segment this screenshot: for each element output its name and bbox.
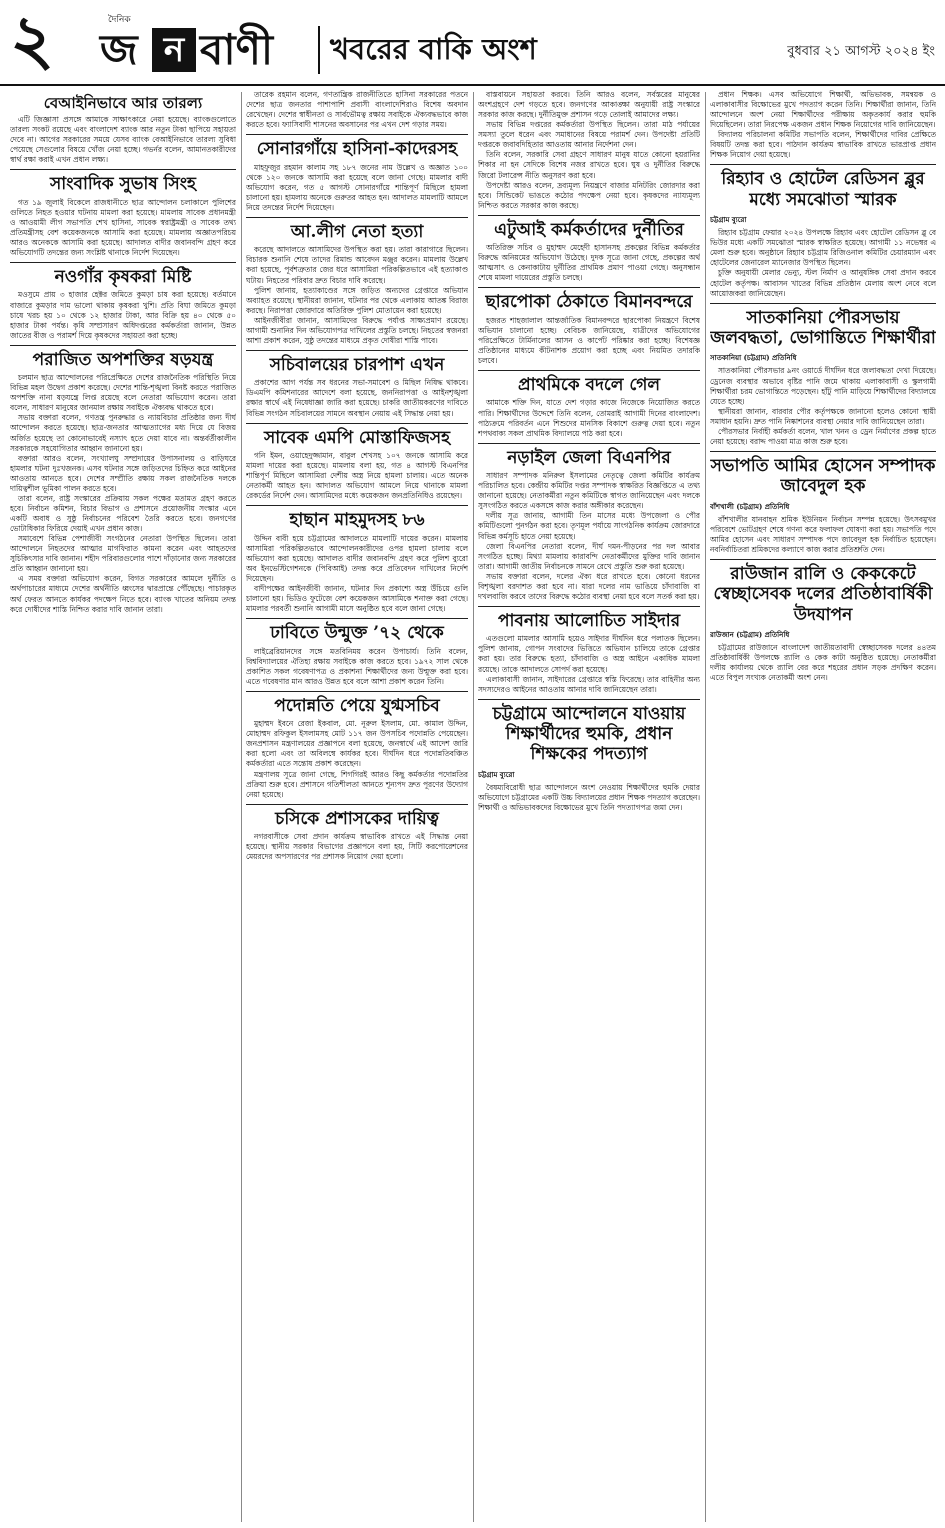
- article-body: [478, 783, 700, 813]
- article-headline: রিহ্যাব ও হোটেল রেডিসন ব্লুর মধ্যে সমঝোতা স্মারক: [710, 164, 936, 213]
- article-byline: চট্টগ্রাম ব্যুরো: [710, 215, 747, 225]
- article: [246, 90, 468, 130]
- article-body: [710, 515, 936, 555]
- article-paragraph: মুহাম্মদ ইবনে রেজা ইকবাল, মো. নূরুল ইসলাম, মো. কামাল উদ্দিন, মোহাম্মদ রফিকুল ইসলামসহ মোট ১১৭ জন উপসচিব পদোন্নতি পেয়েছেন। জনপ্রশাসন মন্ত্রণালয়ের প্রজ্ঞাপনে বলা হয়েছে, জনস্বার্থে এই আদেশ জারি করা হলো এবং তা অবিলম্বে কার্যকর হবে। দীর্ঘদিন ধরে পদোন্নতিবঞ্চিত কর্মকর্তারা এতে সন্তোষ প্রকাশ করেছেন।: [246, 719, 468, 769]
- article-headline: সচিবালয়ের চারপাশ এখন: [246, 350, 468, 378]
- article: [478, 287, 700, 366]
- article-byline: বাঁশখালী (চট্টগ্রাম) প্রতিনিধি: [710, 501, 790, 511]
- article-paragraph: বিদ্যালয় পরিচালনা কমিটির সভাপতি বলেন, শিক্ষার্থীদের দাবির প্রেক্ষিতে বিষয়টি তদন্ত করা হবে। পাঠদান কার্যক্রম স্বাভাবিক রাখতে ভারপ্রাপ্ত প্রধান শিক্ষক নিয়োগ দেয়া হয়েছে।: [710, 130, 936, 160]
- article-paragraph: হজরত শাহজালাল আন্তর্জাতিক বিমানবন্দরে ছারপোকা নিয়ন্ত্রণে বিশেষ অভিযান চালানো হচ্ছে। বেবিচক জানিয়েছে, যাত্রীদের অভিযোগের পরিপ্রেক্ষিতে টার্মিনালের আসন ও কার্পেট পরিষ্কার করা হচ্ছে। বিশেষজ্ঞ প্রতিষ্ঠানের মাধ্যমে কীটনাশক প্রয়োগ করা হচ্ছে এবং নিয়মিত তদারকি চলবে।: [478, 315, 700, 366]
- article: [246, 505, 468, 614]
- article-paragraph: সাধারণ সম্পাদক মনিরুল ইসলামের নেতৃত্বে জেলা কমিটির কার্যক্রম পরিচালিত হবে। কেন্দ্রীয় কমিটির দপ্তর সম্পাদক স্বাক্ষরিত বিজ্ঞপ্তিতে এ তথ্য জানানো হয়েছে। নেতাকর্মীরা নতুন কমিটিকে স্বাগত জানিয়েছেন এবং দলকে সুসংগঠিত করতে একসঙ্গে কাজ করার অঙ্গীকার করেছেন।: [478, 471, 700, 511]
- article-paragraph: করেছে আদালতে আসামিদের উপস্থিত করা হয়। তারা কারাগারে ছিলেন। বিচারক শুনানি শেষে তাদের রিমান্ড আবেদন মঞ্জুর করেন। মামলায় উল্লেখ করা হয়েছে, পূর্বশত্রুতার জের ধরে আসামিরা পরিকল্পিতভাবে এই হত্যাকাণ্ড ঘটায়। নিহতের পরিবার দ্রুত বিচার দাবি করেছে।: [246, 245, 468, 285]
- article-paragraph: পৌরসভার নির্বাহী কর্মকর্তা বলেন, খাল খনন ও ড্রেন নির্মাণের প্রকল্প হাতে নেয়া হয়েছে। বরাদ্দ পাওয়া মাত্র কাজ শুরু হবে।: [710, 426, 936, 446]
- article-body: [246, 832, 468, 862]
- article-body: [710, 643, 936, 683]
- article-paragraph: জেলা বিএনপির নেতারা বলেন, দীর্ঘ দমন-পীড়নের পর দল আবার সংগঠিত হচ্ছে। মিথ্যা মামলায় কারাবন্দি নেতাকর্মীদের মুক্তির দাবি জানান তারা। আগামী জাতীয় নির্বাচনকে সামনে রেখে প্রস্তুতি শুরু করা হয়েছে।: [478, 541, 700, 571]
- article-headline: নড়াইল জেলা বিএনপির: [478, 443, 700, 471]
- publication-date: বুধবার ২১ আগস্ট ২০২৪ ইং: [787, 44, 935, 59]
- article: [478, 90, 700, 211]
- article-paragraph: তারা বলেন, রাষ্ট্র সংস্কারের প্রক্রিয়ায় সকল পক্ষের মতামত গ্রহণ করতে হবে। নির্বাচন কমিশন, বিচার বিভাগ ও প্রশাসনে প্রয়োজনীয় সংস্কার এনে একটি অবাধ ও সুষ্ঠু নির্বাচনের পরিবেশ তৈরি করতে হবে। জনগণের ভোটাধিকার ফিরিয়ে দেয়াই এখন প্রধান কাজ।: [10, 493, 236, 534]
- article-body: [246, 719, 468, 800]
- article-headline: সভাপতি আমির হোসেন সম্পাদক জাবেদুল হক: [710, 451, 936, 500]
- article-paragraph: স্থানীয়রা জানান, বারবার পৌর কর্তৃপক্ষকে জানানো হলেও কোনো স্থায়ী সমাধান হয়নি। দ্রুত পানি নিষ্কাশনের ব্যবস্থা নেয়ার দাবি জানিয়েছেন তারা।: [710, 406, 936, 426]
- article: [246, 618, 468, 687]
- logo-part2: ন: [152, 28, 196, 72]
- article-body: [478, 243, 700, 283]
- article-paragraph: লাইব্রেরিয়ানদের সঙ্গে মতবিনিময় করেন উপাচার্য। তিনি বলেন, বিশ্ববিদ্যালয়ের ঐতিহ্য রক্ষায় সবাইকে কাজ করতে হবে। ১৯৭২ সাল থেকে প্রকাশিত সকল গবেষণাপত্র ও প্রকাশনা শিক্ষার্থীদের জন্য উন্মুক্ত করা হবে। এতে গবেষণার মান আরও উন্নত হবে বলে আশা প্রকাশ করেন তিনি।: [246, 646, 468, 686]
- article: [478, 370, 700, 439]
- logo-part3: বাণী: [200, 25, 273, 74]
- article: [710, 559, 936, 683]
- article-body: [478, 471, 700, 602]
- article-paragraph: বাদীপক্ষের আইনজীবী জানান, ঘটনার দিন প্রকাশ্যে অস্ত্র উঁচিয়ে গুলি চালানো হয়। ভিডিও ফুটেজে বেশ কয়েকজন আসামিকে শনাক্ত করা গেছে। মামলার পরবর্তী শুনানি আগামী মাসে অনুষ্ঠিত হবে বলে জানা গেছে।: [246, 584, 468, 614]
- logo-part1: জ: [100, 25, 138, 74]
- article: [246, 804, 468, 863]
- article-paragraph: নগরবাসীকে সেবা প্রদান কার্যক্রম স্বাভাবিক রাখতে এই সিদ্ধান্ত নেয়া হয়েছে। স্থানীয় সরকার বিভাগের প্রজ্ঞাপনে বলা হয়, সিটি করপোরেশনের মেয়রদের অপসারণের পর প্রশাসক নিয়োগ দেয়া হলো।: [246, 832, 468, 862]
- article-headline: নওগাঁর কৃষকরা মিষ্টি: [10, 262, 236, 290]
- article-body: [246, 451, 468, 501]
- article: [710, 90, 936, 160]
- article-paragraph: মন্ত্রণালয় সূত্রে জানা গেছে, শিগগিরই আরও কিছু কর্মকর্তার পদোন্নতির প্রক্রিয়া শুরু হবে। প্রশাসনে গতিশীলতা আনতে শূন্যপদ দ্রুত পূরণের উদ্যোগ নেয়া হয়েছে।: [246, 769, 468, 799]
- article: [710, 451, 936, 555]
- article-body: [478, 90, 700, 211]
- article: [246, 423, 468, 502]
- article-body: [710, 90, 936, 160]
- article: [246, 134, 468, 213]
- article-paragraph: পুলিশ জানায়, হত্যাকাণ্ডের সঙ্গে জড়িত অন্যদের গ্রেপ্তারে অভিযান অব্যাহত রয়েছে। স্থানীয়রা জানান, ঘটনার পর থেকে এলাকায় আতঙ্ক বিরাজ করছে। নিরাপত্তা জোরদারে অতিরিক্ত পুলিশ মোতায়েন করা হয়েছে।: [246, 285, 468, 315]
- article-headline: সাতকানিয়া পৌরসভায় জলবদ্ধতা, ভোগান্তিতে শিক্ষার্থীরা: [710, 303, 936, 352]
- masthead-divider: [318, 26, 320, 74]
- column-4: [710, 90, 936, 1522]
- article-paragraph: প্রধান শিক্ষক। এসব অভিযোগে শিক্ষার্থী, অভিভাবক, সমন্বয়ক ও এলাকাবাসীর বিক্ষোভের মুখে পদত্যাগ করেন তিনি। শিক্ষার্থীরা জানান, তিনি আন্দোলনে অংশ নেয়া শিক্ষার্থীদের পরীক্ষায় অকৃতকার্য করার হুমকি দিয়েছিলেন। তারা নিরপেক্ষ একজন প্রধান শিক্ষক নিয়োগের দাবি জানিয়েছেন।: [710, 90, 936, 130]
- article: [246, 217, 468, 346]
- article-headline: সাংবাদিক সুভাষ সিংহ: [10, 169, 236, 197]
- article-body: [246, 378, 468, 418]
- section-title: খবরের বাকি অংশ: [330, 32, 537, 66]
- article: [10, 90, 236, 165]
- article-headline: আ.লীগ নেতা হত্যা: [246, 217, 468, 245]
- article: [10, 345, 236, 615]
- article-headline: এটুআই কর্মকর্তাদের দুর্নীতির: [478, 215, 700, 243]
- article-headline: চসিকে প্রশাসকের দায়িত্ব: [246, 804, 468, 832]
- article-paragraph: চুক্তি অনুযায়ী মেলার ভেন্যু, স্টল নির্মাণ ও আনুষঙ্গিক সেবা প্রদান করবে হোটেল কর্তৃপক্ষ। আবাসন খাতের বিভিন্ন প্রতিষ্ঠান মেলায় অংশ নেবে বলে আয়োজকরা জানিয়েছেন।: [710, 268, 936, 298]
- article-paragraph: বৈষম্যবিরোধী ছাত্র আন্দোলনে অংশ নেওয়ায় শিক্ষার্থীদের হুমকি দেয়ার অভিযোগে চট্টগ্রামের একটি উচ্চ বিদ্যালয়ের প্রধান শিক্ষক পদত্যাগ করেছেন। শিক্ষার্থী ও অভিভাবকদের বিক্ষোভের মুখে তিনি পদত্যাগপত্র জমা দেন।: [478, 782, 700, 812]
- masthead: [0, 0, 945, 86]
- article-paragraph: সভায় বক্তারা বলেন, দলের ঐক্য ধরে রাখতে হবে। কোনো ধরনের বিশৃঙ্খলা বরদাশত করা হবে না। যারা দলের নাম ভাঙিয়ে চাঁদাবাজি বা দখলবাজি করবে তাদের বিরুদ্ধে কঠোর ব্যবস্থা নেয়া হবে বলে সতর্ক করা হয়।: [478, 571, 700, 601]
- article-body: [478, 634, 700, 694]
- article-paragraph: গত ১৯ জুলাই বিকেলে রাজধানীতে ছাত্র আন্দোলন চলাকালে পুলিশের গুলিতে নিহত হওয়ার ঘটনায় মামলা করা হয়েছে। মামলায় সাবেক প্রধানমন্ত্রী ও আওয়ামী লীগ সভাপতি শেখ হাসিনা, সাবেক স্বরাষ্ট্রমন্ত্রী ও সাবেক তথ্য প্রতিমন্ত্রীসহ বেশ কয়েকজনকে আসামি করা হয়েছে। মামলায় অজ্ঞাতপরিচয় আরও অনেককে আসামি করা হয়েছে। আদালত বাদীর জবানবন্দি গ্রহণ করে অভিযোগটি তদন্তের জন্য সংশ্লিষ্ট থানাকে নির্দেশ দিয়েছেন।: [10, 197, 236, 258]
- column-divider: [705, 92, 706, 1522]
- column-divider: [241, 92, 242, 1522]
- article-headline: পরাজিত অপশক্তির ষড়যন্ত্র: [10, 345, 236, 373]
- article-body: [246, 534, 468, 615]
- article-byline: সাতকানিয়া (চট্টগ্রাম) প্রতিনিধি: [710, 353, 797, 363]
- article-body: [246, 647, 468, 687]
- newspaper-logo: [100, 22, 310, 78]
- article-body: [710, 228, 936, 298]
- article-headline: ছারপোকা ঠেকাতে বিমানবন্দরে: [478, 287, 700, 315]
- article-headline: সাবেক এমপি মোস্তাফিজসহ: [246, 423, 468, 451]
- article-paragraph: মওসুমে প্রায় ৩ হাজার হেক্টর জমিতে কুমড়া চাষ করা হয়েছে। বর্তমানে বাজারে কুমড়ার দাম ভালো থাকায় কৃষকরা খুশি। প্রতি বিঘা জমিতে কুমড়া চাষে খরচ হয় ১০ থেকে ১২ হাজার টাকা, আর বিক্রি হয় ৪০ থেকে ৫০ হাজার টাকা পর্যন্ত। কৃষি সম্প্রসারণ অধিদপ্তরের কর্মকর্তারা জানান, উন্নত জাতের বীজ ও পরামর্শ দিয়ে কৃষকদের সহায়তা করা হচ্ছে।: [10, 290, 236, 340]
- article-body: [10, 373, 236, 615]
- column-divider: [473, 92, 474, 1522]
- article-paragraph: বাস্তবায়নে সহায়তা করবে। তিনি আরও বলেন, সর্বস্তরের মানুষের অংশগ্রহণে দেশ গড়তে হবে। জনগণের আকাঙ্ক্ষা অনুযায়ী রাষ্ট্র সংস্কারে সরকার কাজ করছে। দুর্নীতিমুক্ত প্রশাসন গড়ে তোলাই আমাদের লক্ষ্য।: [478, 90, 700, 120]
- article-paragraph: তিনি বলেন, সরকারি সেবা গ্রহণে সাধারণ মানুষ যাতে কোনো হয়রানির শিকার না হন সেদিকে বিশেষ নজর রাখতে হবে। ঘুষ ও দুর্নীতির বিরুদ্ধে জিরো টলারেন্স নীতি অনুসরণ করা হবে।: [478, 150, 700, 180]
- article-headline: সোনারগাঁয়ে হাসিনা-কাদেরসহ: [246, 134, 468, 162]
- article-paragraph: সভায় বিভিন্ন দপ্তরের কর্মকর্তারা উপস্থিত ছিলেন। তারা মাঠ পর্যায়ের সমস্যা তুলে ধরেন এবং সমাধানের বিষয়ে পরামর্শ দেন। উপদেষ্টা প্রতিটি দপ্তরকে জবাবদিহিতার আওতায় আনার নির্দেশনা দেন।: [478, 120, 700, 150]
- article-headline: চট্টগ্রামে আন্দোলনে যাওয়ায় শিক্ষার্থীদের হুমকি, প্রধান শিক্ষকের পদত্যাগ: [478, 699, 700, 768]
- article-paragraph: চট্টগ্রামের রাউজানে বাংলাদেশ জাতীয়তাবাদী স্বেচ্ছাসেবক দলের ৪৪তম প্রতিষ্ঠাবার্ষিকী উপলক্ষে র‍্যালি ও কেক কাটা অনুষ্ঠিত হয়েছে। নেতাকর্মীরা দলীয় কার্যালয় থেকে র‍্যালি বের করে শহরের প্রধান সড়ক প্রদক্ষিণ করেন। এতে বিপুল সংখ্যক নেতাকর্মী অংশ নেন।: [710, 643, 936, 683]
- article-paragraph: প্রকাশের আগ পর্যন্ত সব ধরনের সভা-সমাবেশ ও মিছিল নিষিদ্ধ থাকবে। ডিএমপি কমিশনারের আদেশে বলা হয়েছে, জননিরাপত্তা ও আইনশৃঙ্খলা রক্ষার স্বার্থে এই নিষেধাজ্ঞা জারি করা হয়েছে। চাকরি জাতীয়করণের দাবিতে বিভিন্ন সংগঠন সচিবালয়ের সামনে অবস্থান নেয়ায় এই সিদ্ধান্ত নেয়া হয়।: [246, 378, 468, 418]
- article-paragraph: সাতকানিয়া পৌরসভার ৯নং ওয়ার্ডে দীর্ঘদিন ধরে জলাবদ্ধতা দেখা দিয়েছে। ড্রেনেজ ব্যবস্থার অভাবে বৃষ্টির পানি জমে থাকায় এলাকাবাসী ও স্কুলগামী শিক্ষার্থীরা চরম ভোগান্তিতে পড়েছেন। হাঁটু পানি মাড়িয়ে শিক্ষার্থীদের বিদ্যালয়ে যেতে হচ্ছে।: [710, 366, 936, 406]
- article-paragraph: দলীয় সূত্র জানায়, আগামী তিন মাসের মধ্যে উপজেলা ও পৌর কমিটিগুলো পুনর্গঠন করা হবে। তৃণমূল পর্যায়ে সাংগঠনিক কার্যক্রম জোরদারে বিভিন্ন কর্মসূচি হাতে নেয়া হয়েছে।: [478, 511, 700, 541]
- article-paragraph: এ সময় বক্তারা অভিযোগ করেন, বিগত সরকারের আমলে দুর্নীতি ও অর্থপাচারের মাধ্যমে দেশের অর্থনীতি ধ্বংসের দ্বারপ্রান্তে পৌঁছেছে। পাচারকৃত অর্থ ফেরত আনতে কার্যকর পদক্ষেপ নিতে হবে। ব্যাংক খাতের অনিয়ম তদন্ত করে দোষীদের শাস্তি নিশ্চিত করার দাবি জানান তারা।: [10, 574, 236, 614]
- article-paragraph: উদ্দিন বাবী হয়ে চট্টগ্রামের আদালতে মামলাটি দায়ের করেন। মামলায় আসামিরা পরিকল্পিতভাবে আন্দোলনকারীদের ওপর হামলা চালায় বলে অভিযোগ করা হয়েছে। আদালত বাদীর জবানবন্দি গ্রহণ করে পুলিশ ব্যুরো অব ইনভেস্টিগেশনকে (পিবিআই) তদন্ত করে প্রতিবেদন দাখিলের নির্দেশ দিয়েছেন।: [246, 533, 468, 583]
- article-byline: রাউজান (চট্টগ্রাম) প্রতিনিধি: [710, 630, 790, 640]
- article-body: [246, 163, 468, 213]
- article-paragraph: বাঁশখালীর যানবাহন শ্রমিক ইউনিয়ন নির্বাচন সম্পন্ন হয়েছে। উৎসবমুখর পরিবেশে ভোটগ্রহণ শেষে গণনা করে ফলাফল ঘোষণা করা হয়। সভাপতি পদে আমির হোসেন এবং সাধারণ সম্পাদক পদে জাবেদুল হক নির্বাচিত হয়েছেন। নবনির্বাচিতরা শ্রমিকদের কল্যাণে কাজ করার প্রতিশ্রুতি দেন।: [710, 514, 936, 554]
- article-paragraph: সমাবেশে বিভিন্ন পেশাজীবী সংগঠনের নেতারা উপস্থিত ছিলেন। তারা আন্দোলনে নিহতদের আত্মার মাগফিরাত কামনা করেন এবং আহতদের সুচিকিৎসার দাবি জানান। শহীদ পরিবারগুলোর পাশে দাঁড়ানোর জন্য সরকারের প্রতি আহ্বান জানানো হয়।: [10, 534, 236, 574]
- article-headline: হাছান মাহমুদসহ ৮৬: [246, 505, 468, 533]
- article-paragraph: এতগুলো মামলার আসামি হয়েও সাইদার দীর্ঘদিন ধরে পলাতক ছিলেন। পুলিশ জানায়, গোপন সংবাদের ভিত্তিতে অভিযান চালিয়ে তাকে গ্রেপ্তার করা হয়। তার বিরুদ্ধে হত্যা, চাঁদাবাজি ও অস্ত্র আইনে একাধিক মামলা রয়েছে। তাকে আদালতে সোপর্দ করা হয়েছে।: [478, 634, 700, 674]
- article-headline: প্রাথমিকে বদলে গেল: [478, 370, 700, 398]
- article: [246, 350, 468, 419]
- article-body: [246, 245, 468, 346]
- article-headline: পাবনায় আলোচিত সাইদার: [478, 606, 700, 634]
- article-paragraph: আইনজীবীরা জানান, আসামিদের বিরুদ্ধে পর্যাপ্ত সাক্ষ্যপ্রমাণ রয়েছে। আগামী শুনানির দিন অভিযোগপত্র দাখিলের প্রস্তুতি চলছে। নিহতের স্বজনরা আশা প্রকাশ করেন, সুষ্ঠু তদন্তের মাধ্যমে প্রকৃত দোষীরা শাস্তি পাবে।: [246, 315, 468, 345]
- article: [478, 699, 700, 813]
- article-headline: রাউজান রালি ও কেককেটে স্বেচ্ছাসেবক দলের প্রতিষ্ঠাবার্ষিকী উদযাপন: [710, 559, 936, 628]
- article: [246, 691, 468, 800]
- article-body: [10, 115, 236, 165]
- article-paragraph: গনি ইমন, ওয়াহেদুজ্জামান, বাবুল শেখসহ ১০৭ জনকে আসামি করে মামলা দায়ের করা হয়েছে। মামলায় বলা হয়, গত ৪ আগস্ট বিএনপির শান্তিপূর্ণ মিছিলে আসামিরা দেশীয় অস্ত্র নিয়ে হামলা চালায়। এতে অনেক নেতাকর্মী আহত হন। আদালত অভিযোগ আমলে নিয়ে থানাকে মামলা রেকর্ডের নির্দেশ দেন। আসামিদের মধ্যে কয়েকজন জনপ্রতিনিধিও রয়েছেন।: [246, 451, 468, 501]
- article: [478, 215, 700, 284]
- column-3: [478, 90, 700, 1522]
- article-body: [478, 316, 700, 366]
- article-headline: বেআইনিভাবে আর তারল্য: [43, 94, 203, 112]
- article-paragraph: এটি জিজ্ঞাসা প্রসঙ্গে আমাকে সাক্ষাৎকারে নেয়া হয়েছে। ব্যাংকগুলোতে তারল্য সংকট রয়েছে এবং বাংলাদেশ ব্যাংক আর নতুন টাকা ছাপিয়ে সহায়তা দেবে না। আগের সরকারের সময়ে যেসব ব্যাংক বেআইনিভাবে তারল্য সুবিধা পেয়েছে সেগুলোর বিষয়ে খোঁজ নেয়া হচ্ছে। গভর্নর বলেন, আমানতকারীদের স্বার্থ রক্ষা করাই এখন প্রধান লক্ষ্য।: [10, 115, 236, 165]
- page-number: ২: [10, 0, 55, 80]
- article-paragraph: চলমান ছাত্র আন্দোলনের পরিপ্রেক্ষিতে দেশের রাজনৈতিক পরিস্থিতি নিয়ে বিভিন্ন মহল উদ্বেগ প্রকাশ করেছে। দেশের শান্তি-শৃঙ্খলা বিনষ্ট করতে পরাজিত অপশক্তি নানা ষড়যন্ত্রে লিপ্ত রয়েছে বলে নেতারা অভিযোগ করেন। তারা বলেন, সাধারণ মানুষের জানমাল রক্ষায় সবাইকে ঐক্যবদ্ধ থাকতে হবে।: [10, 373, 236, 413]
- article-body: [10, 290, 236, 340]
- article-paragraph: মাহফুজুর রহমান কালাম সহ ১৮৭ জনের নাম উল্লেখ ও অজ্ঞাত ১০০ থেকে ১২০ জনকে আসামি করা হয়েছে বলে জানা গেছে। মামলার বাদী অভিযোগ করেন, গত ৫ আগস্ট সোনারগাঁয়ে শান্তিপূর্ণ মিছিলে হামলা চালানো হয়। হামলায় অনেকে গুরুতর আহত হন। আদালত মামলাটি আমলে নিয়ে তদন্তের নির্দেশ দিয়েছেন।: [246, 162, 468, 212]
- article-paragraph: তারেক রহমান বলেন, গণতান্ত্রিক রাজনীতিতে হাসিনা সরকারের পতনে দেশের ছাত্র জনতার পাশাপাশি প্রবাসী বাংলাদেশিরাও বিশেষ অবদান রেখেছেন। দেশের স্বাধীনতা ও সার্বভৌমত্ব রক্ষায় সবাইকে ঐক্যবদ্ধভাবে কাজ করতে হবে। ফ্যাসিবাদী শাসনের অবসানের পর এখন দেশ গড়ার সময়।: [246, 90, 468, 130]
- article: [710, 303, 936, 447]
- column-1: [10, 90, 236, 1522]
- article-headline: পদোন্নতি পেয়ে যুগ্মসচিব: [246, 691, 468, 719]
- article-paragraph: এলাকাবাসী জানান, সাইদারের গ্রেপ্তারে স্বস্তি ফিরেছে। তার বাহিনীর অন্য সদস্যদেরও আইনের আওতায় আনার দাবি জানিয়েছেন তারা।: [478, 674, 700, 694]
- article-paragraph: সভায় বক্তারা বলেন, গণতন্ত্র পুনরুদ্ধার ও ন্যায়বিচার প্রতিষ্ঠার জন্য দীর্ঘ আন্দোলন করতে হয়েছে। ছাত্র-জনতার আত্মত্যাগের মধ্য দিয়ে যে বিজয় অর্জিত হয়েছে তা কোনোভাবেই নস্যাৎ হতে দেয়া যাবে না। অন্তর্বর্তীকালীন সরকারকে সহযোগিতার আহ্বান জানানো হয়।: [10, 413, 236, 453]
- article-body: [10, 198, 236, 258]
- article-byline: চট্টগ্রাম ব্যুরো: [478, 769, 515, 779]
- article: [478, 443, 700, 602]
- article-paragraph: বক্তারা আরও বলেন, সংখ্যালঘু সম্প্রদায়ের উপাসনালয় ও বাড়িঘরে হামলার ঘটনা দুঃখজনক। এসব ঘটনার সঙ্গে জড়িতদের চিহ্নিত করে আইনের আওতায় আনতে হবে। দেশের সম্প্রীতি রক্ষায় সকল রাজনৈতিক দলকে দায়িত্বশীল ভূমিকা পালন করতে হবে।: [10, 453, 236, 493]
- article: [10, 169, 236, 258]
- article-body: [246, 90, 468, 130]
- article-paragraph: অতিরিক্ত সচিব ও মুহাম্মদ মেহেদী হাসানসহ প্রকল্পের বিভিন্ন কর্মকর্তার বিরুদ্ধে অনিয়মের অভিযোগ উঠেছে। দুদক সূত্রে জানা গেছে, প্রকল্পের অর্থ আত্মসাৎ ও কেনাকাটায় দুর্নীতির প্রাথমিক প্রমাণ পাওয়া গেছে। অনুসন্ধান শেষে মামলা দায়েরের প্রস্তুতি চলছে।: [478, 243, 700, 283]
- article-paragraph: আমাকে শক্তি দিন, যাতে দেশ গড়ার কাজে নিজেকে নিয়োজিত করতে পারি। শিক্ষার্থীদের উদ্দেশে তিনি বলেন, তোমরাই আগামী দিনের বাংলাদেশ। পাঠ্যক্রমে পরিবর্তন এনে শিশুদের মানসিক বিকাশে গুরুত্ব দেয়া হবে। নতুন শপথবাক্য সকল প্রাথমিক বিদ্যালয়ে পাঠ করা হবে।: [478, 398, 700, 438]
- article-paragraph: রিহ্যাব চট্টগ্রাম ফেয়ার ২০২৪ উপলক্ষে রিহ্যাব এবং হোটেল রেডিসন ব্লু বে ভিউর মধ্যে একটি সমঝোতা স্মারক স্বাক্ষরিত হয়েছে। আগামী ১১ নভেম্বর এ মেলা শুরু হবে। অনুষ্ঠানে রিহ্যাব চট্টগ্রাম রিজিওনাল কমিটির চেয়ারম্যান এবং হোটেলের জেনারেল ম্যানেজার উপস্থিত ছিলেন।: [710, 228, 936, 268]
- article-body: [478, 398, 700, 438]
- column-2: [246, 90, 468, 1522]
- article-paragraph: উপদেষ্টা আরও বলেন, দ্রব্যমূল্য নিয়ন্ত্রণে বাজার মনিটরিং জোরদার করা হবে। সিন্ডিকেট ভাঙতে কঠোর পদক্ষেপ নেয়া হবে। কৃষকদের ন্যায্যমূল্য নিশ্চিত করতে সরকার কাজ করছে।: [478, 180, 700, 210]
- article: [10, 262, 236, 341]
- article: [478, 606, 700, 695]
- article-body: [710, 366, 936, 447]
- article: [710, 164, 936, 298]
- daily-label: দৈনিক: [108, 15, 131, 25]
- article-headline: ঢাবিতে উন্মুক্ত ’৭২ থেকে: [246, 618, 468, 646]
